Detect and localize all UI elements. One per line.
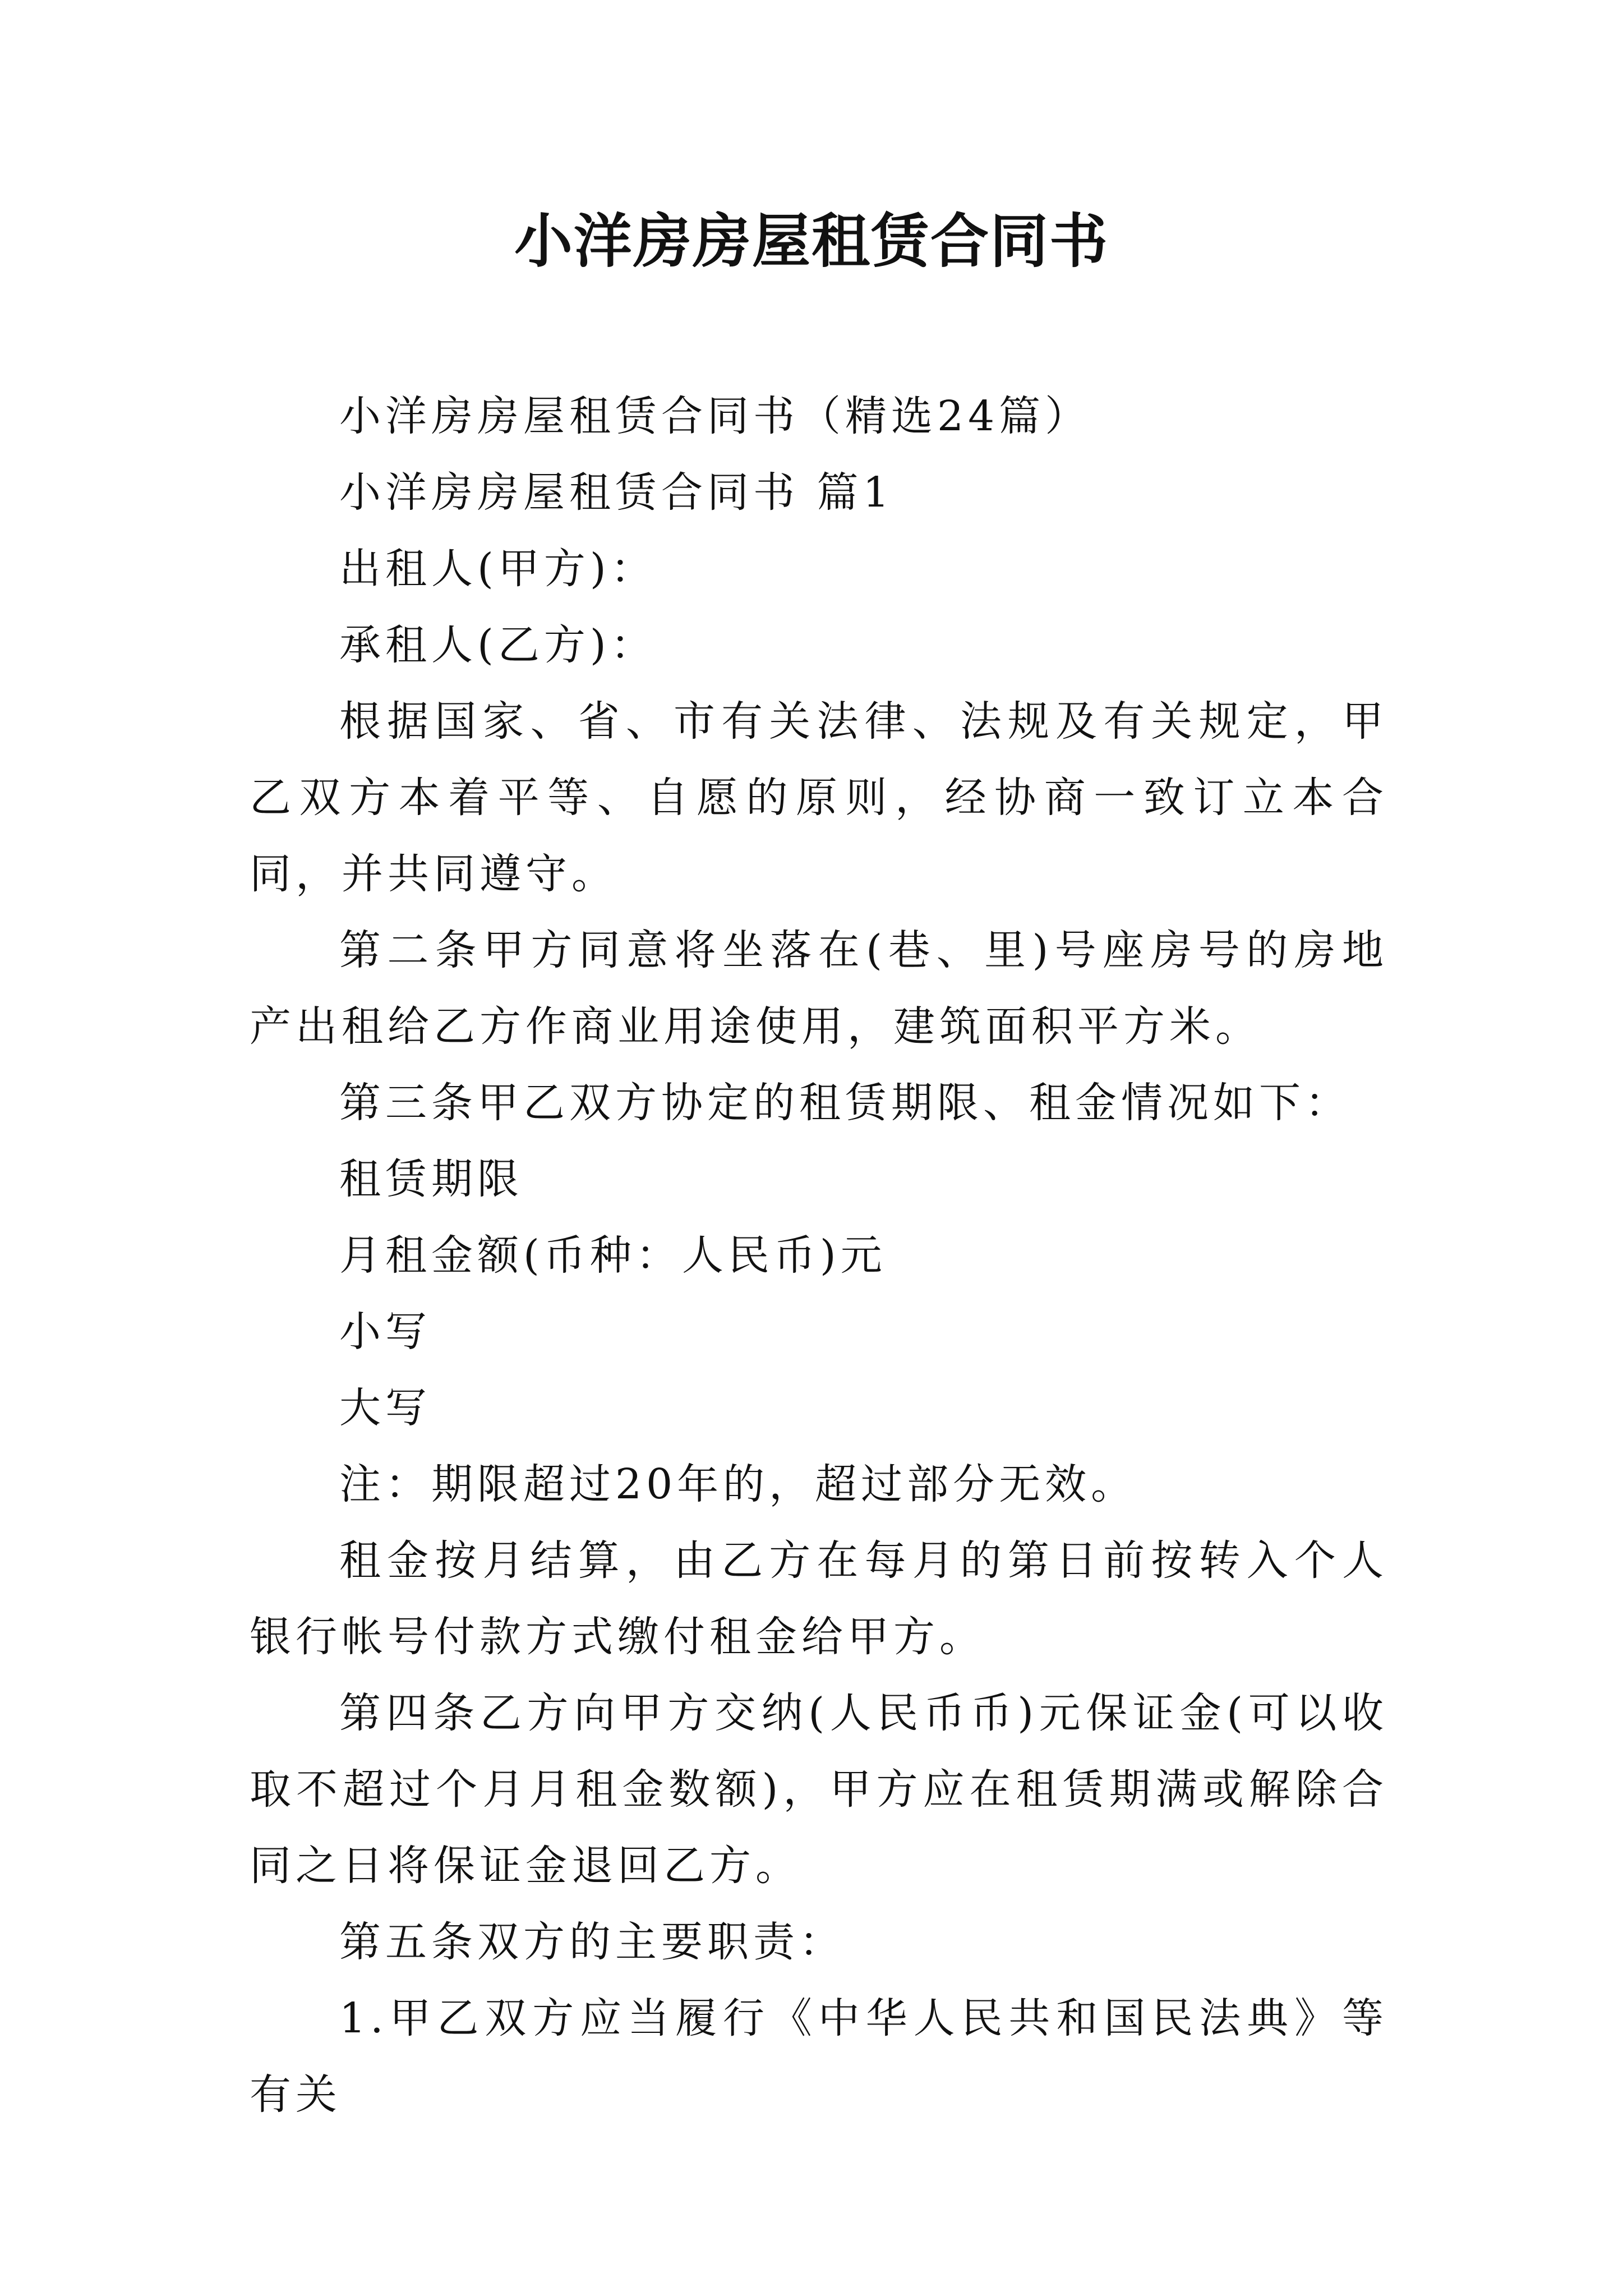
paragraph: 承租人(乙方)： <box>339 621 657 669</box>
document-body <box>250 378 1388 2133</box>
paragraph: 1.甲乙双方应当履行《中华人民共和国民法典》等有关 <box>250 1994 1388 2119</box>
paragraph: 出租人(甲方)： <box>339 545 657 593</box>
document-title: 小洋房房屋租赁合同书 <box>514 206 1109 275</box>
paragraph: 大写 <box>339 1384 431 1432</box>
paragraph: 注：期限超过20年的，超过部分无效。 <box>339 1460 1137 1508</box>
paragraph: 第五条双方的主要职责： <box>339 1918 845 1966</box>
paragraph: 租赁期限 <box>339 1155 523 1203</box>
paragraph: 租金按月结算，由乙方在每月的第日前按转入个人银行帐号付款方式缴付租金给甲方。 <box>250 1536 1388 1661</box>
paragraph: 根据国家、省、市有关法律、法规及有关规定，甲乙双方本着平等、自愿的原则，经协商一致订立本合同，并共同遵守。 <box>250 697 1388 898</box>
paragraph: 第四条乙方向甲方交纳(人民币币)元保证金(可以收取不超过个月月租金数额)，甲方应在租赁期满或解除合同之日将保证金退回乙方。 <box>250 1689 1388 1890</box>
paragraph: 小洋房房屋租赁合同书 篇1 <box>339 468 894 517</box>
paragraph: 月租金额(币种：人民币)元 <box>339 1231 887 1280</box>
paragraph: 小写 <box>339 1308 431 1356</box>
paragraph: 第二条甲方同意将坐落在(巷、里)号座房号的房地产出租给乙方作商业用途使用，建筑面积平方米。 <box>250 926 1388 1051</box>
paragraph: 小洋房房屋租赁合同书（精选24篇） <box>339 392 1091 440</box>
paragraph: 第三条甲乙双方协定的租赁期限、租金情况如下： <box>339 1079 1351 1127</box>
